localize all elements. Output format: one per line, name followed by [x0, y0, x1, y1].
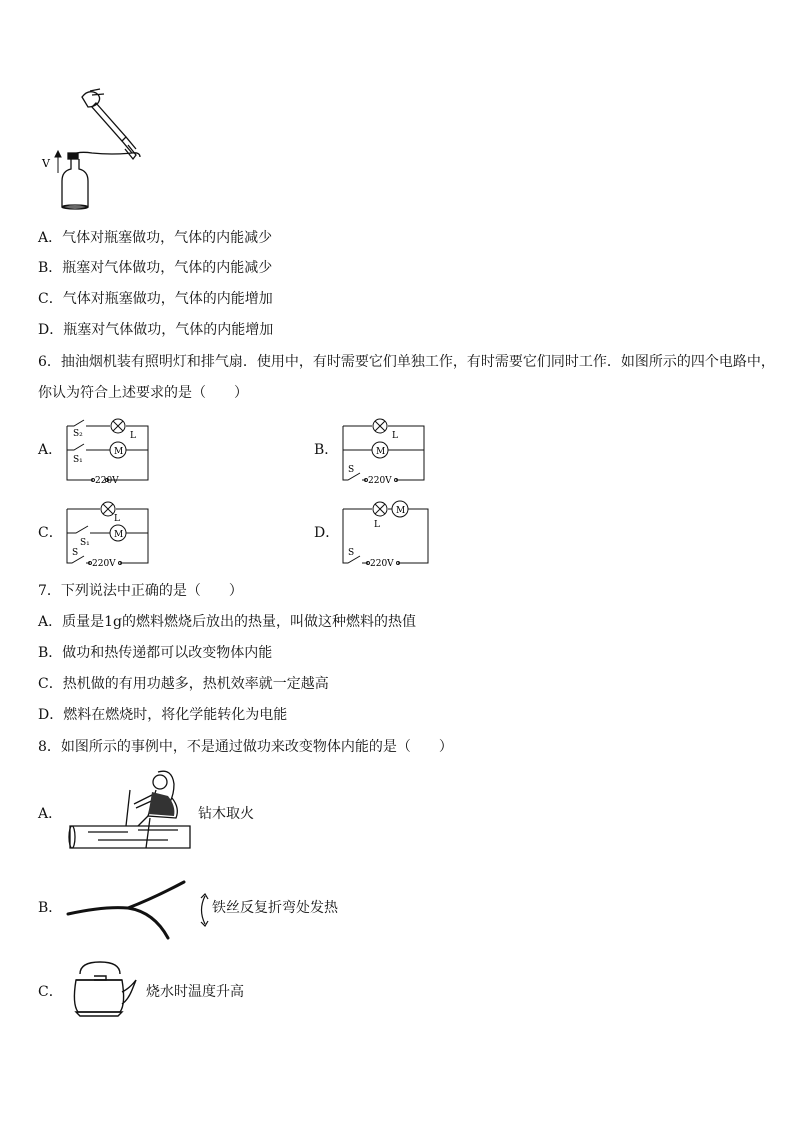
q6-stem-line1: 6．抽油烟机装有照明灯和排气扇．使用中，有时需要它们单独工作，有时需要它们同时工作．如图所示的四个电路中，: [38, 354, 775, 370]
bottle-pump-figure: [38, 85, 148, 213]
q8-option-b-caption: 铁丝反复折弯处发热: [212, 900, 338, 916]
circuit-d-lamp-label: L: [374, 520, 380, 530]
circuit-c-switch-label: S: [72, 548, 79, 558]
circuit-b-supply-label: 220V: [368, 476, 392, 486]
circuit-b-lamp-label: L: [392, 431, 398, 441]
q5-option-a: A．气体对瓶塞做功，气体的内能减少: [38, 230, 273, 246]
q7-option-a: A．质量是1g的燃料燃烧后放出的热量，叫做这种燃料的热值: [38, 614, 416, 630]
q8-stem: 8．如图所示的事例中，不是通过做功来改变物体内能的是（ ）: [38, 739, 453, 755]
q5-option-b: B．瓶塞对气体做功，气体的内能减少: [38, 260, 273, 276]
circuit-a-lamp-label: L: [130, 431, 136, 441]
q8-option-c-letter: C．: [38, 984, 63, 1000]
circuit-d-diagram: [336, 495, 436, 570]
q8-option-c-caption: 烧水时温度升高: [146, 984, 244, 1000]
q6-stem-line2: 你认为符合上述要求的是（ ）: [38, 385, 248, 401]
circuit-c-lamp-label: L: [114, 514, 120, 524]
circuit-d-supply-label: 220V: [370, 559, 394, 569]
circuit-a-diagram: [60, 412, 155, 487]
q8-option-a-caption: 钻木取火: [198, 806, 254, 822]
q5-option-c: C．气体对瓶塞做功，气体的内能增加: [38, 291, 273, 307]
circuit-d-motor-label: M: [396, 506, 406, 516]
circuit-c-supply-label: 220V: [92, 559, 116, 569]
circuit-a-letter: A．: [38, 442, 63, 458]
q7-option-d: D．燃料在燃烧时，将化学能转化为电能: [38, 707, 288, 723]
circuit-a-motor-label: M: [114, 447, 124, 457]
circuit-a-s2: S₂: [73, 429, 83, 439]
q7-option-c: C．热机做的有用功越多，热机效率就一定越高: [38, 676, 329, 692]
circuit-c-letter: C．: [38, 525, 63, 541]
circuit-c-s1-label: S₁: [80, 538, 90, 548]
q7-stem: 7．下列说法中正确的是（ ）: [38, 583, 243, 599]
circuit-b-diagram: [336, 412, 431, 487]
circuit-a-s1: S₁: [73, 455, 83, 465]
q7-option-b: B．做功和热传递都可以改变物体内能: [38, 645, 273, 661]
circuit-c-motor-label: M: [114, 530, 124, 540]
q8-option-a-letter: A．: [38, 806, 63, 822]
bent-wire-figure: [64, 878, 194, 942]
velocity-label: V: [42, 157, 50, 170]
circuit-a-supply-label: 220V: [95, 476, 119, 486]
q8-option-b-letter: B．: [38, 900, 63, 916]
circuit-b-switch-label: S: [348, 465, 355, 475]
circuit-b-letter: B．: [314, 442, 339, 458]
circuit-d-switch-label: S: [348, 548, 355, 558]
circuit-c-diagram: [60, 495, 155, 570]
drilling-wood-figure: [68, 768, 193, 852]
bend-arrow-icon: [196, 892, 212, 928]
kettle-figure: [66, 960, 140, 1018]
circuit-b-motor-label: M: [376, 447, 386, 457]
q5-option-d: D．瓶塞对气体做功，气体的内能增加: [38, 322, 274, 338]
circuit-d-letter: D．: [314, 525, 340, 541]
